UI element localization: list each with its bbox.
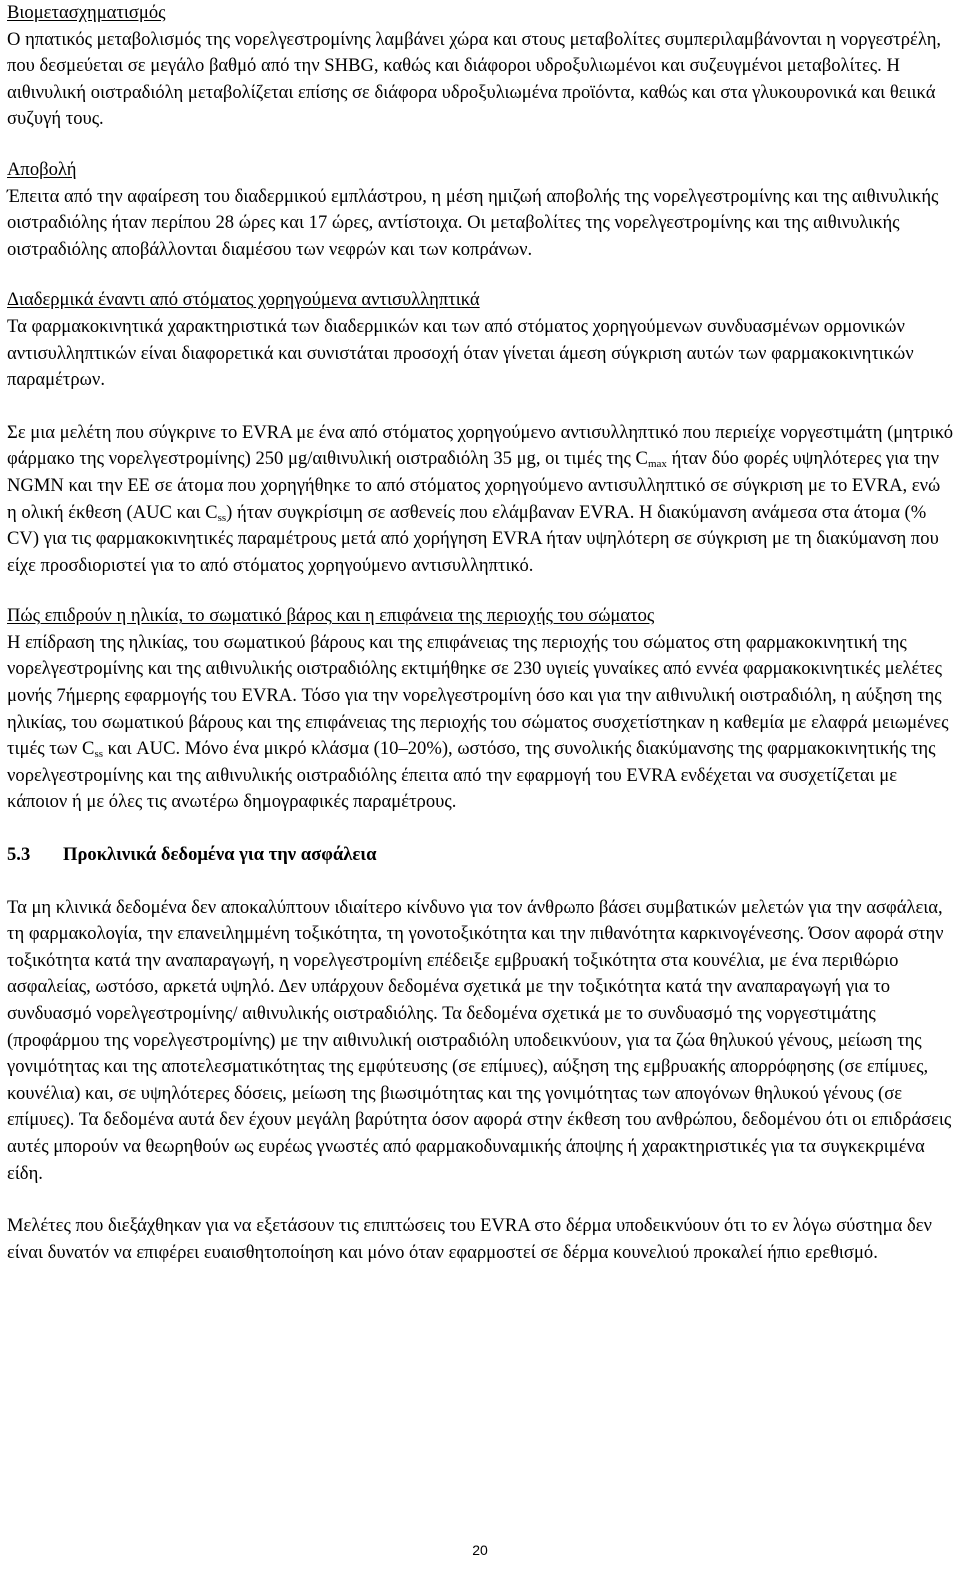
section-heading-age-weight: Πώς επιδρούν η ηλικία, το σωματικό βάρος και η επιφάνεια της περιοχής του σώματος — [7, 605, 655, 627]
age-weight-text-part1: Η επίδραση της ηλικίας, του σωματικού βάρους και της επιφάνειας της περιοχής του σώματος στη φαρμακοκινητική της νορελγεστρομίνης και της αιθινυλικής οιστραδιόλης εκτιμήθηκε σε 230 υγιείς γυναίκες από εννέα φαρμακοκινητικές μελέτες μονής 7ήμερης εφαρμογής του EVRA. Τόσο για την νορελγεστρομίνη όσο και για την αιθινυλική οιστραδιόλη, η αύξηση της ηλικίας, του σωματικού βάρους και της επιφάνειας της περιοχής του σώματος συσχετίστηκαν η καθεμία με ελαφρά μειωμένες τιμές των C — [7, 631, 949, 760]
section-title: Προκλινικά δεδομένα για την ασφάλεια — [63, 844, 377, 866]
section-heading-biotransformation: Βιομετασχηματισμός — [7, 2, 166, 23]
age-weight-text-part2: και AUC. Μόνο ένα μικρό κλάσμα (10–20%), ωστόσο, της συνολικής διακύμανσης της φαρμακοκινητικής της νορελγεστρομίνης και της αιθινυλικής οιστραδιόλης έπειτα από την εφαρμογή του EVRA ενδέχεται να συσχετίζεται με κάποιον ή με όλες τις ανωτέρω δημογραφικές παραμέτρους. — [7, 738, 936, 813]
section-transdermal-vs-oral — [7, 287, 953, 579]
paragraph-elimination: Έπειτα από την αφαίρεση του διαδερμικού εμπλάστρου, η μέση ημιζωή αποβολής της νορελγεστρομίνης και της αιθινυλικής οιστραδιόλης ήταν περίπου 28 ώρες και 17 ώρες, αντίστοιχα. Οι μεταβολίτες της νορελγεστρομίνης και της αιθινυλικής οιστραδιόλης αποβάλλονται διαμέσου των νεφρών και των κοπράνων. — [7, 185, 939, 260]
study-text-part2: ήταν δύο φορές υψηλότερες για την NGMN και την EE σε άτομα που χορηγήθηκε το από στόματος χορηγούμενο αντισυλληπτικό σε σύγκριση με το EVRA, ενώ η ολική έκθεση (AUC και C — [7, 448, 941, 523]
section-biotransformation — [7, 0, 953, 133]
page-number: 20 — [472, 1542, 488, 1558]
css-subscript: ss — [94, 748, 103, 761]
study-text-part1: Σε μια μελέτη που σύγκρινε το EVRA με ένα από στόματος χορηγούμενο αντισυλληπτικό που περιείχε νοργεστιμάτη (μητρικό φάρμακο της νορελγεστρομίνης) 250 μg/αιθινυλική οιστραδιόλη 35 μg, οι τιμές της C — [7, 421, 954, 470]
section-heading-preclinical — [7, 842, 953, 869]
paragraph-age-weight — [7, 630, 953, 816]
paragraph-preclinical: Τα μη κλινικά δεδομένα δεν αποκαλύπτουν ιδιαίτερο κίνδυνο για τον άνθρωπο βάσει συμβατικών μελετών για την ασφάλεια, τη φαρμακολογία, την επανειλημμένη τοξικότητα, τη γονοτοξικότητα και την πιθανότητα καρκινογένεσης. Όσον αφορά στην τοξικότητα κατά την αναπαραγωγή, η νορελγεστρομίνη επέδειξε εμβρυακή τοξικότητα στα κουνέλια, με ένα περιθώριο ασφαλείας, ωστόσο, αρκετά υψηλό. Δεν υπάρχουν δεδομένα σχετικά με την τοξικότητα κατά την αναπαραγωγή για το συνδυασμό νορελγεστρομίνης/ αιθινυλικής οιστραδιόλης. Τα δεδομένα σχετικά με το συνδυασμό της νοργεστιμάτης (προφάρμου της νορελγεστρομίνης) με την αιθινυλική οιστραδιόλη υποδεικνύουν, για τα ζώα θηλυκού γένους, μείωση της γονιμότητας και της αποτελεσματικότητας της εμφύτευσης (σε επίμυες), αύξηση της εμβρυακής απορρόφησης (σε επίμυες, κουνέλια) και, σε υψηλότερες δόσεις, μείωση της βιωσιμότητας και της γονιμότητας των απογόνων θηλυκού γένους (σε επίμυες). Τα δεδομένα αυτά δεν έχουν μεγάλη βαρύτητα όσον αφορά στην έκθεση του ανθρώπου, δεδομένου ότι οι επιδράσεις αυτές μπορούν να θεωρηθούν ως ευρέως γνωστές από φαρμακοδυναμικής άποψης ή χαρακτηριστικές για τα συγκεκριμένα είδη. — [7, 896, 952, 1184]
paragraph-biotransformation: Ο ηπατικός μεταβολισμός της νορελγεστρομίνης λαμβάνει χώρα και στους μεταβολίτες συμπεριλαμβάνονται η νοργεστρέλη, που δεσμεύεται σε μεγάλο βαθμό από την SHBG, καθώς και διάφοροι υδροξυλιωμένοι και συζευγμένοι μεταβολίτες. Η αιθινυλική οιστραδιόλη μεταβολίζεται επίσης σε διάφορα υδροξυλιωμένα προϊόντα, καθώς και στα γλυκουρονικά και θειικά συζυγή τους. — [7, 28, 942, 130]
section-elimination — [7, 157, 953, 263]
spacer — [7, 133, 953, 157]
css-subscript: ss — [217, 511, 227, 524]
spacer — [7, 394, 953, 420]
spacer — [7, 1187, 953, 1213]
spacer — [7, 869, 953, 895]
spacer — [7, 579, 953, 603]
section-number: 5.3 — [7, 844, 31, 866]
section-age-weight — [7, 603, 953, 816]
section-heading-transdermal-vs-oral: Διαδερμικά έναντι από στόματος χορηγούμενα αντισυλληπτικά — [7, 289, 480, 311]
paragraph-pk-comparison: Τα φαρμακοκινητικά χαρακτηριστικά των διαδερμικών και των από στόματος χορηγούμενων συνδυασμένων ορμονικών αντισυλληπτικών είναι διαφορετικά και συνιστάται προσοχή όταν γίνεται άμεση σύγκριση αυτών των φαρμακοκινητικών παραμέτρων. — [7, 315, 914, 391]
study-text-part3: ) ήταν συγκρίσιμη σε ασθενείς που ελάμβαναν EVRA. Η διακύμανση ανάμεσα στα άτομα (% CV) για τις φαρμακοκινητικές παραμέτρους μετά από χορήγηση EVRA ήταν υψηλότερη σε σύγκριση με τη διακύμανση που είχε προσδιοριστεί για το από στόματος χορηγούμενο αντισυλληπτικό. — [7, 501, 939, 576]
paragraph-study-comparison — [7, 420, 953, 580]
document-page — [7, 0, 953, 1266]
section-preclinical — [7, 842, 953, 1266]
paragraph-skin-studies: Μελέτες που διεξάχθηκαν για να εξετάσουν τις επιπτώσεις του EVRA στο δέρμα υποδεικνύουν ότι το εν λόγω σύστημα δεν είναι δυνατόν να επιφέρει ευαισθητοποίηση και μόνο όταν εφαρμοστεί σε δέρμα κουνελιού προκαλεί ήπιο ερεθισμό. — [7, 1215, 932, 1263]
spacer — [7, 263, 953, 287]
section-heading-elimination: Αποβολή — [7, 158, 77, 180]
spacer — [7, 816, 953, 842]
cmax-subscript: max — [647, 458, 667, 471]
